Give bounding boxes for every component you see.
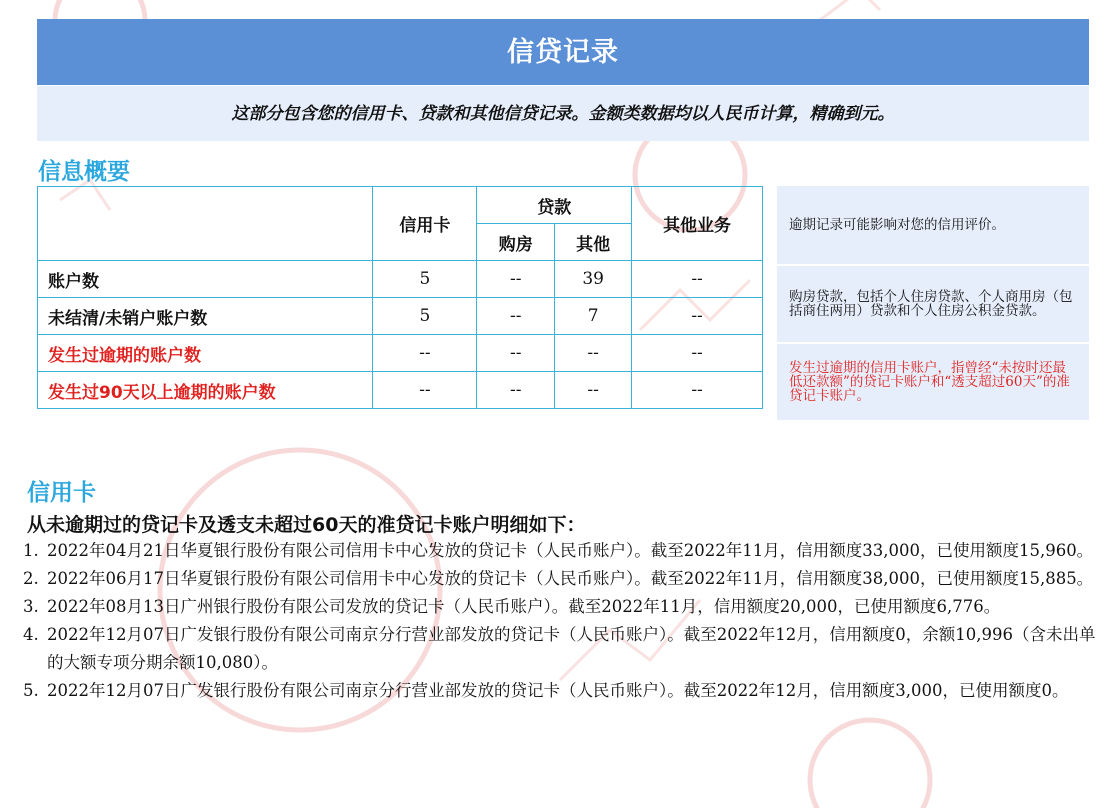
note-housing-loan: 购房贷款，包括个人住房贷款、个人商用房（包括商住两用）贷款和个人住房公积金贷款。 <box>777 266 1089 342</box>
cell-value: -- <box>477 335 555 372</box>
cell-value: -- <box>373 372 477 409</box>
cell-value: -- <box>632 298 763 335</box>
cell-value: 39 <box>555 261 632 298</box>
item-number: 2. <box>23 569 39 588</box>
cell-value: -- <box>373 335 477 372</box>
page-title: 信贷记录 <box>37 19 1089 85</box>
cell-value: -- <box>632 372 763 409</box>
page-subtitle: 这部分包含您的信用卡、贷款和其他信贷记录。金额类数据均以人民币计算，精确到元。 <box>37 86 1089 141</box>
col-loan-other: 其他 <box>555 224 632 261</box>
header-empty-cell <box>38 187 373 261</box>
credit-card-list <box>23 537 1097 705</box>
table-row <box>38 335 763 372</box>
row-label-alert: 发生过逾期的账户数 <box>38 335 373 372</box>
cell-value: 7 <box>555 298 632 335</box>
cell-value: -- <box>555 372 632 409</box>
item-number: 5. <box>23 681 39 700</box>
row-label: 账户数 <box>38 261 373 298</box>
item-number: 4. <box>23 625 39 644</box>
summary-table <box>37 186 763 409</box>
row-label-alert: 发生过90天以上逾期的账户数 <box>38 372 373 409</box>
col-loan: 贷款 <box>477 187 632 224</box>
item-text: 2022年08月13日广州银行股份有限公司发放的贷记卡（人民币账户）。截至2022年11月，信用额度20,000，已使用额度6,776。 <box>47 597 1001 616</box>
list-item <box>23 565 1097 593</box>
cell-value: -- <box>477 261 555 298</box>
col-credit-card: 信用卡 <box>373 187 477 261</box>
note-overdue: 逾期记录可能影响对您的信用评价。 <box>777 186 1089 264</box>
cell-value: -- <box>632 261 763 298</box>
item-text: 2022年06月17日华夏银行股份有限公司信用卡中心发放的贷记卡（人民币账户）。截至2022年11月，信用额度38,000，已使用额度15,885。 <box>47 569 1094 588</box>
note-overdue-card: 发生过逾期的信用卡账户，指曾经“未按时还最低还款额”的贷记卡账户和“透支超过60天”的准贷记卡账户。 <box>777 344 1089 420</box>
cell-value: -- <box>477 298 555 335</box>
credit-card-intro: 从未逾期过的贷记卡及透支未超过60天的准贷记卡账户明细如下： <box>27 514 586 536</box>
cell-value: 5 <box>373 298 477 335</box>
item-text: 2022年12月07日广发银行股份有限公司南京分行营业部发放的贷记卡（人民币账户）。截至2022年12月，信用额度0，余额10,996（含未出单的大额专项分期余额10,080）。 <box>47 625 1096 672</box>
table-row <box>38 261 763 298</box>
list-item <box>23 537 1097 565</box>
table-row <box>38 372 763 409</box>
list-item <box>23 621 1097 677</box>
table-header-row <box>38 187 763 224</box>
cell-value: 5 <box>373 261 477 298</box>
item-text: 2022年12月07日广发银行股份有限公司南京分行营业部发放的贷记卡（人民币账户）。截至2022年12月，信用额度3,000，已使用额度0。 <box>47 681 1069 700</box>
item-text: 2022年04月21日华夏银行股份有限公司信用卡中心发放的贷记卡（人民币账户）。截至2022年11月，信用额度33,000，已使用额度15,960。 <box>47 541 1094 560</box>
list-item <box>23 593 1097 621</box>
col-other-business: 其他业务 <box>632 187 763 261</box>
cell-value: -- <box>555 335 632 372</box>
cell-value: -- <box>632 335 763 372</box>
summary-heading: 信息概要 <box>38 159 130 185</box>
col-loan-house: 购房 <box>477 224 555 261</box>
row-label: 未结清/未销户账户数 <box>38 298 373 335</box>
cell-value: -- <box>477 372 555 409</box>
credit-card-heading: 信用卡 <box>27 480 96 506</box>
list-item <box>23 677 1097 705</box>
item-number: 1. <box>23 541 39 560</box>
table-row <box>38 298 763 335</box>
item-number: 3. <box>23 597 39 616</box>
